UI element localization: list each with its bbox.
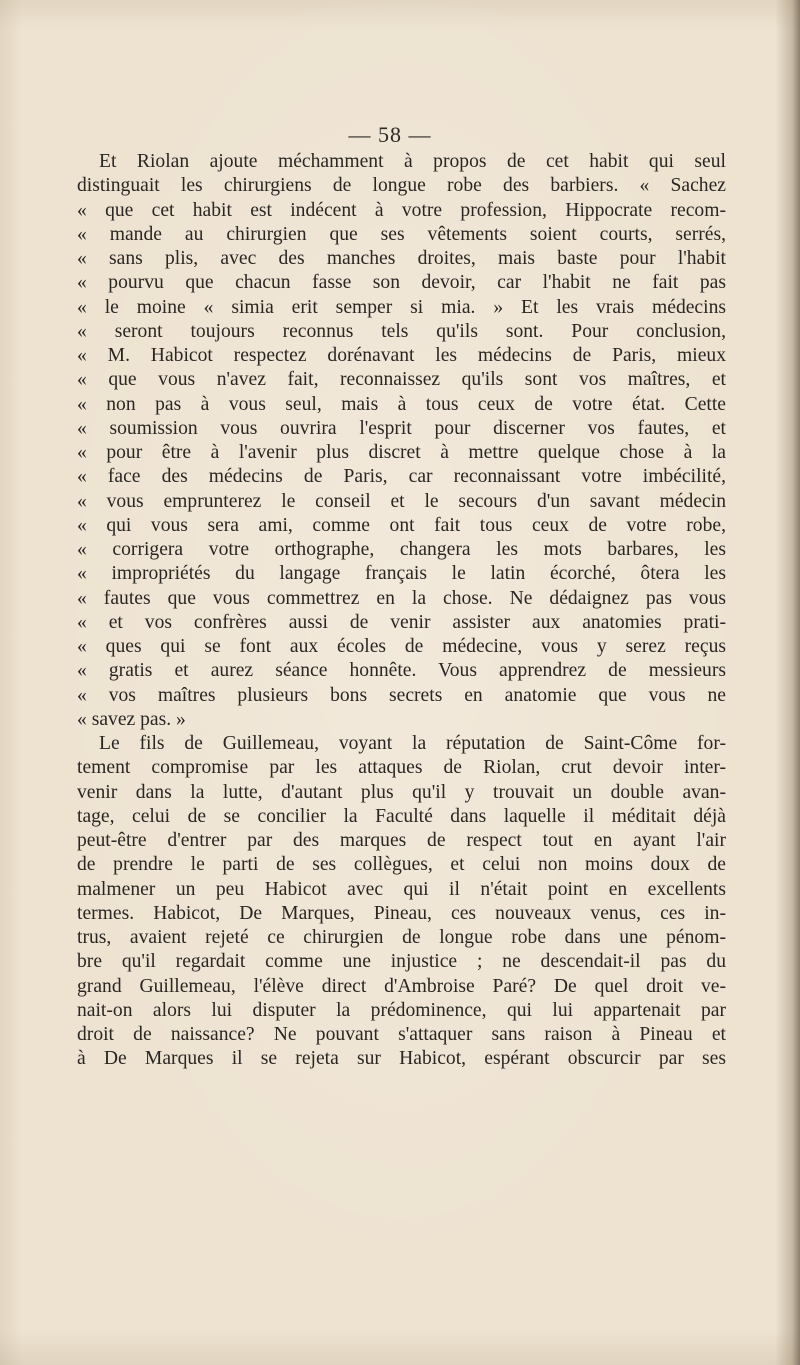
text-line: nait-on alors lui disputer la prédominence, qui lui appartenait par bbox=[77, 999, 726, 1021]
text-line: « que cet habit est indécent à votre profession, Hippocrate recom- bbox=[77, 199, 726, 221]
text-line: « face des médecins de Paris, car reconnaissant votre imbécilité, bbox=[77, 466, 726, 488]
text-line: « pour être à l'avenir plus discret à mettre quelque chose à la bbox=[77, 442, 726, 463]
text-line: « le moine « simia erit semper si mia. » Et les vrais médecins bbox=[77, 296, 726, 318]
text-line: tage, celui de se concilier la Faculté dans laquelle il méditait déjà bbox=[77, 805, 726, 827]
text-line: « impropriétés du langage français le latin écorché, ôtera les bbox=[77, 563, 726, 585]
text-line: droit de naissance? Ne pouvant s'attaquer sans raison à Pineau et bbox=[77, 1024, 726, 1045]
text-line: « non pas à vous seul, mais à tous ceux de votre état. Cette bbox=[77, 393, 726, 415]
text-line: peut-être d'entrer par des marques de respect tout en ayant l'air bbox=[77, 830, 726, 851]
text-line: « mande au chirurgien que ses vêtements soient courts, serrés, bbox=[77, 223, 726, 245]
text-line: tement compromise par les attaques de Riolan, crut devoir inter- bbox=[77, 757, 726, 779]
page-number: — 58 — bbox=[348, 122, 432, 147]
text-line: « soumission vous ouvrira l'esprit pour discerner vos fautes, et bbox=[77, 417, 726, 439]
text-line: « sans plis, avec des manches droites, mais baste pour l'habit bbox=[77, 248, 726, 269]
text-line: trus, avaient rejeté ce chirurgien de longue robe dans une pénom- bbox=[77, 927, 726, 948]
text-line: « que vous n'avez fait, reconnaissez qu'ils sont vos maîtres, et bbox=[77, 369, 726, 391]
text-line: de prendre le parti de ses collègues, et celui non moins doux de bbox=[77, 854, 726, 876]
text-line: « M. Habicot respectez dorénavant les médecins de Paris, mieux bbox=[77, 345, 726, 366]
text-line: « qui vous sera ami, comme ont fait tous ceux de votre robe, bbox=[77, 514, 726, 536]
text-line: « gratis et aurez séance honnête. Vous apprendrez de messieurs bbox=[77, 660, 726, 682]
text-line: « corrigera votre orthographe, changera les mots barbares, les bbox=[77, 539, 726, 560]
text-line: « pourvu que chacun fasse son devoir, car l'habit ne fait pas bbox=[77, 272, 726, 294]
text-line: malmener un peu Habicot avec qui il n'était point en excellents bbox=[77, 878, 726, 900]
text-line: « ques qui se font aux écoles de médecine, vous y serez reçus bbox=[77, 636, 726, 657]
text-line: « seront toujours reconnus tels qu'ils sont. Pour conclusion, bbox=[77, 320, 726, 342]
text-line: bre qu'il regardait comme une injustice ; ne descendait-il pas du bbox=[77, 951, 726, 973]
text-line: « fautes que vous commettrez en la chose. Ne dédaignez pas vous bbox=[77, 587, 726, 609]
page-body-text bbox=[77, 150, 726, 1072]
text-line: Le fils de Guillemeau, voyant la réputation de Saint-Côme for- bbox=[99, 733, 726, 754]
text-line: « vous emprunterez le conseil et le secours d'un savant médecin bbox=[77, 490, 726, 512]
text-line: « vos maîtres plusieurs bons secrets en anatomie que vous ne bbox=[77, 684, 726, 706]
text-line: termes. Habicot, De Marques, Pineau, ces nouveaux venus, ces in- bbox=[77, 902, 726, 924]
text-line: Et Riolan ajoute méchamment à propos de cet habit qui seul bbox=[99, 151, 726, 172]
text-line: « savez pas. » bbox=[77, 708, 186, 730]
text-line: venir dans la lutte, d'autant plus qu'il y trouvait un double avan- bbox=[77, 781, 726, 803]
text-line: à De Marques il se rejeta sur Habicot, espérant obscurcir par ses bbox=[77, 1048, 726, 1070]
text-line: distinguait les chirurgiens de longue robe des barbiers. « Sachez bbox=[77, 175, 726, 197]
text-line: grand Guillemeau, l'élève direct d'Ambroise Paré? De quel droit ve- bbox=[77, 975, 726, 997]
text-line: « et vos confrères aussi de venir assister aux anatomies prati- bbox=[77, 611, 726, 633]
